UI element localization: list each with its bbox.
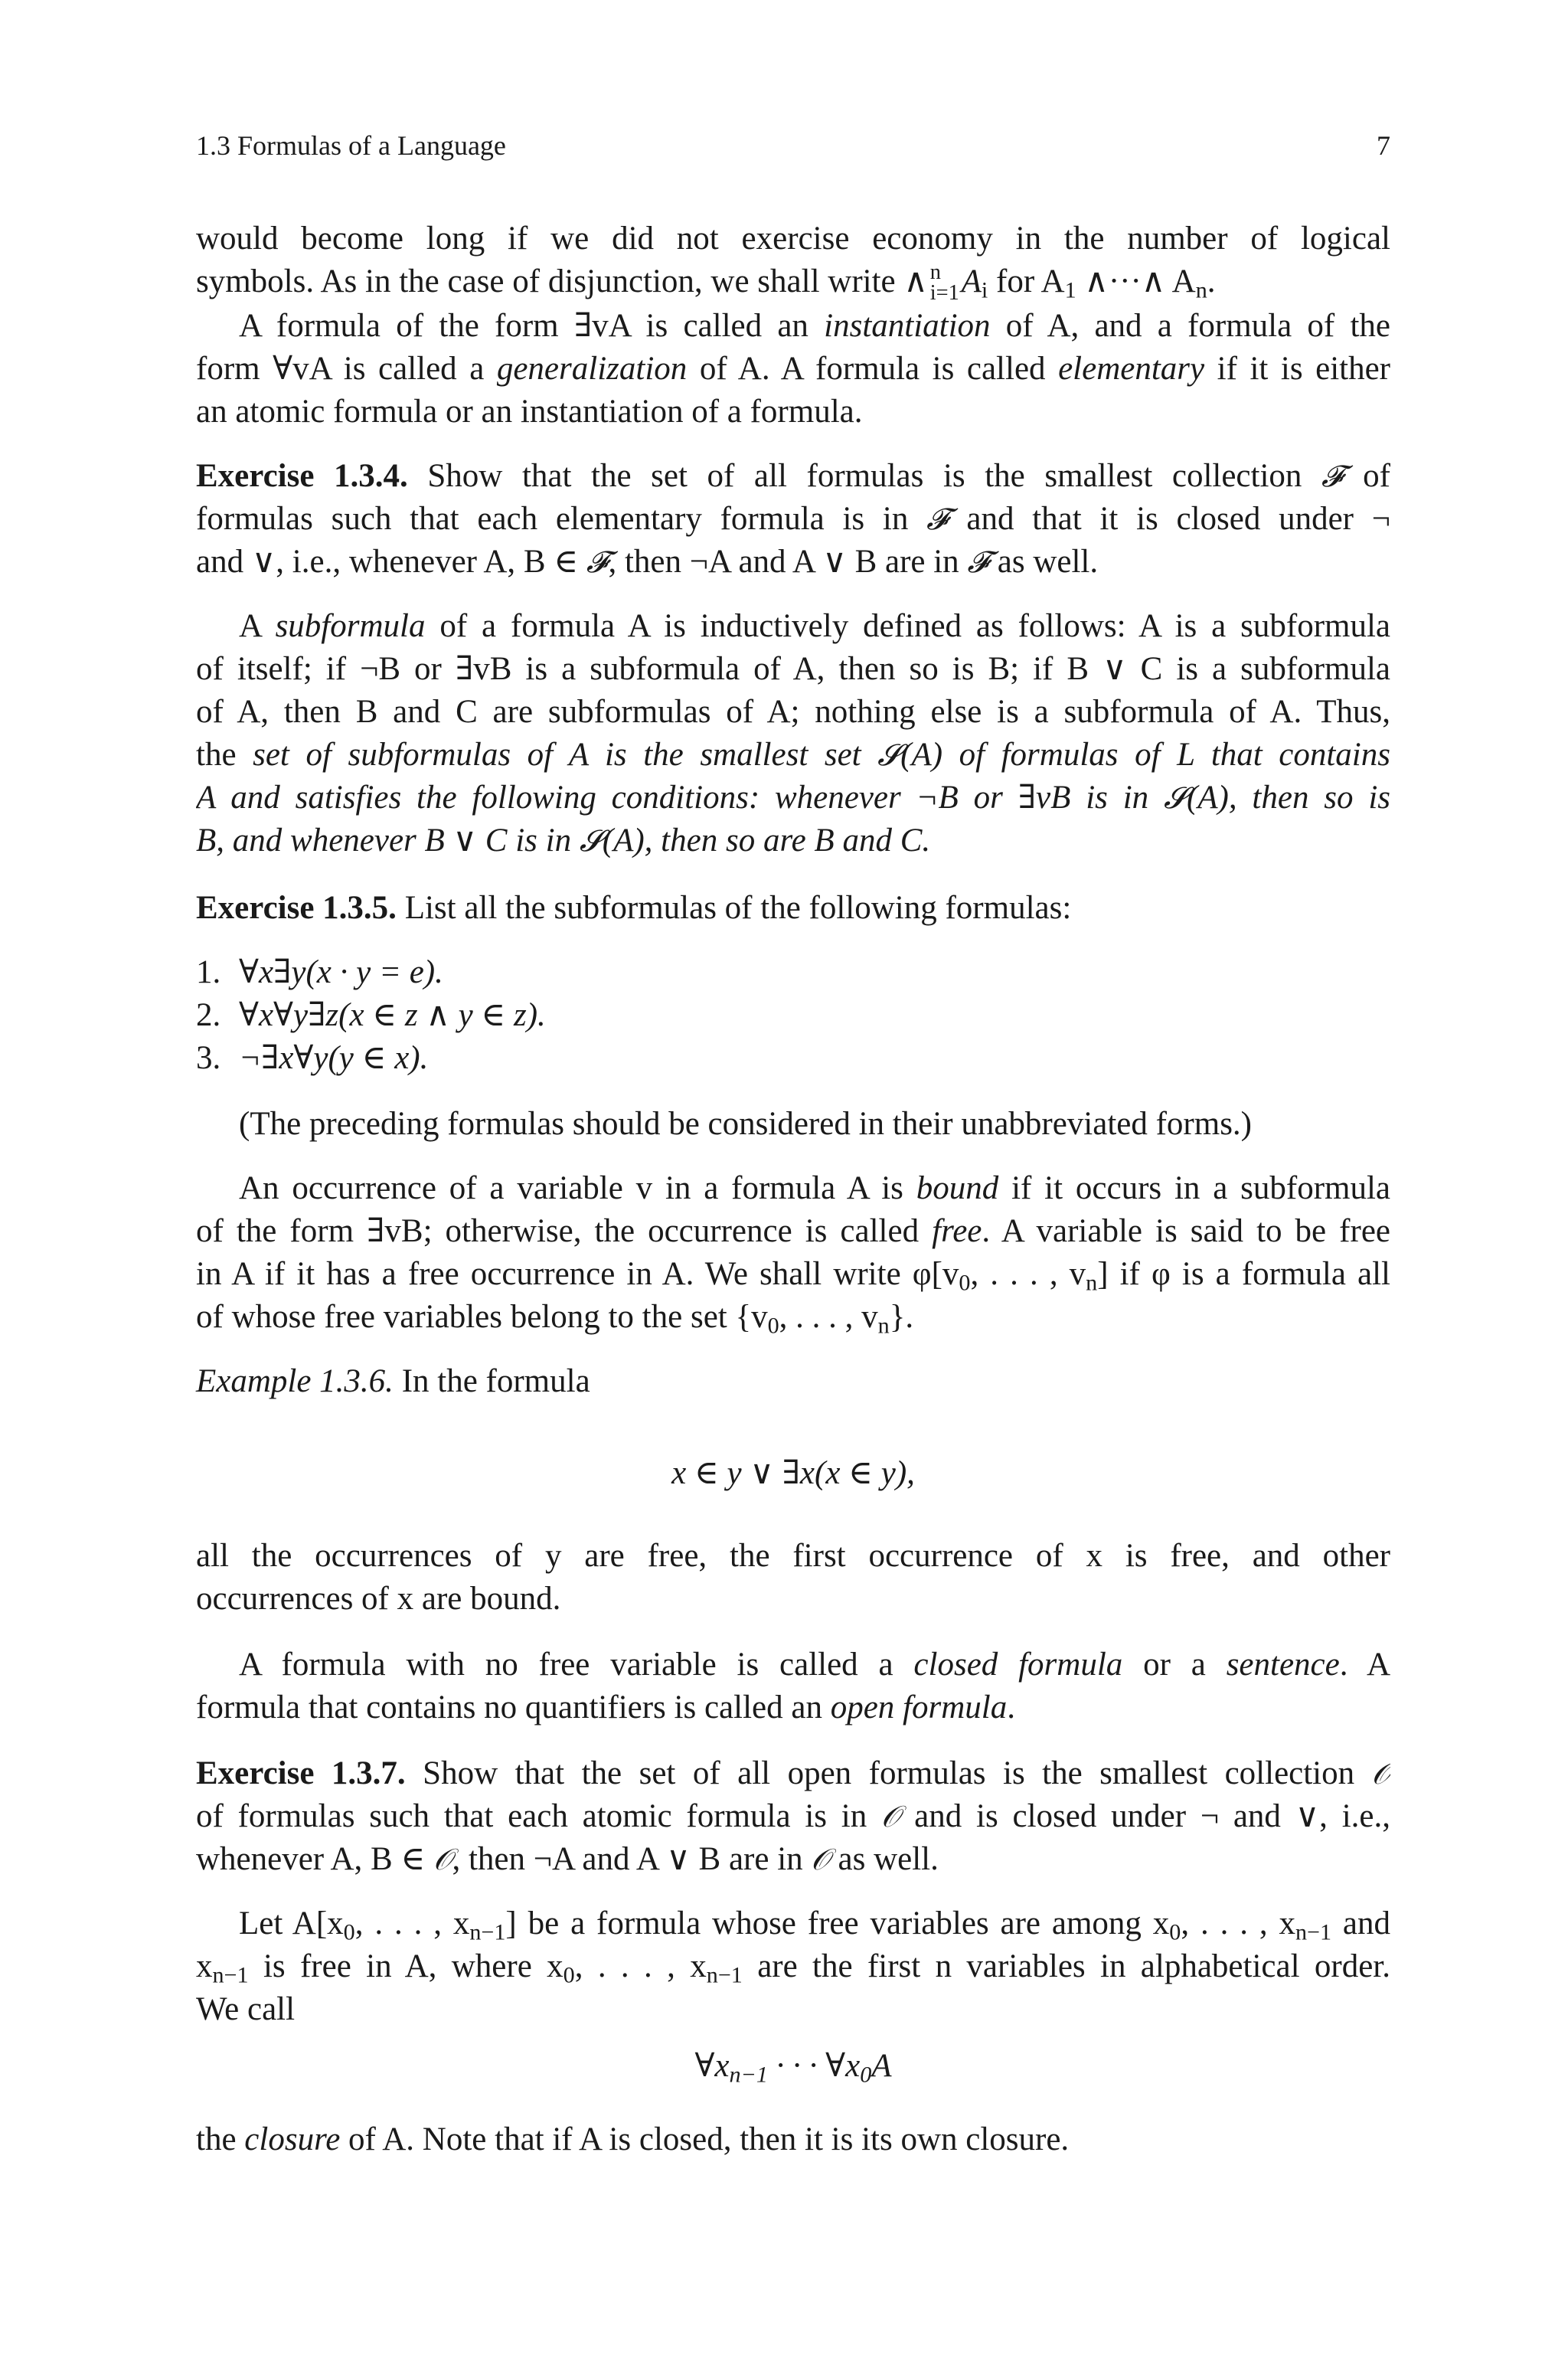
text-line: Exercise 1.3.4. Show that the set of all formulas is the smallest collection 𝓕 of (196, 458, 1390, 494)
text-line: Exercise 1.3.5. List all the subformulas of the following formulas: (196, 890, 1072, 926)
display-formula-closure (196, 2045, 1390, 2088)
closure-sentence (196, 2118, 1390, 2161)
exercise-1-3-7 (196, 1752, 1390, 1881)
text-line: an atomic formula or an instantiation of a formula. (196, 394, 863, 430)
text-line: occurrences of x are bound. (196, 1581, 561, 1617)
list-item: 2. ∀x∀y∃z(x ∈ z ∧ y ∈ z). (196, 997, 546, 1033)
paragraph-closure (196, 1902, 1390, 2031)
exercise-label: Exercise 1.3.7. (196, 1755, 406, 1791)
text-line: Example 1.3.6. In the formula (196, 1363, 590, 1399)
text-line: We call (196, 1991, 296, 2027)
text-line: formulas such that each elementary formula is in 𝓕 and that it is closed under ¬ (196, 501, 1390, 537)
text-line: all the occurrences of y are free, the first occurrence of x is free, and other (196, 1538, 1390, 1574)
exercise-1-3-4 (196, 455, 1390, 584)
formula: $\forall x_{n-1}$ · · · $\forall x_0A$ (694, 2048, 892, 2088)
text-line: A and satisfies the following conditions: whenever ¬B or ∃vB is in 𝓢(A), then so is (196, 780, 1390, 816)
text-line: the set of subformulas of A is the smallest set 𝓢(A) of formulas of L that contains (196, 737, 1390, 773)
list-item: 3. ¬∃x∀y(y ∈ x). (196, 1040, 429, 1076)
text-line: in A if it has a free occurrence in A. We shall write $\varphi[v_0$, . . . , $v_n$] if φ is a formula all (196, 1256, 1390, 1296)
exercise-label: Exercise 1.3.5. (196, 890, 397, 926)
formula: x ∈ y ∨ ∃x(x ∈ y), (671, 1455, 915, 1491)
text-line: would become long if we did not exercise economy in the number of logical (196, 221, 1390, 257)
text-line: B, and whenever B ∨ C is in 𝓢(A), then so are B and C. (196, 823, 931, 859)
paragraph-closed-open (196, 1644, 1390, 1729)
text-line: An occurrence of a variable v in a formula A is bound if it occurs in a subformula (239, 1170, 1390, 1206)
text-line: form ∀vA is called a generalization of A. A formula is called elementary if it is either (196, 351, 1390, 387)
example-explanation (196, 1535, 1390, 1621)
text-line: formula that contains no quantifiers is called an open formula. (196, 1689, 1015, 1725)
text-line: symbols. As in the case of disjunction, we shall write ∧ n i=1 $A_i$ for $A_1$ ∧···∧ $A_n$. (196, 260, 1216, 305)
text-line: A formula with no free variable is called a closed formula or a sentence. A (239, 1647, 1390, 1683)
list-item: 1. ∀x∃y(x · y = e). (196, 954, 443, 990)
example-label: Example 1.3.6. (196, 1363, 394, 1399)
text-line: $x_{n-1}$ is free in A, where $x_0$, . . . , $x_{n-1}$ are the first n variables in alphabetical order. (196, 1948, 1390, 1988)
text-line: of formulas such that each atomic formula is in 𝒪 and is closed under ¬ and ∨, i.e., (196, 1798, 1390, 1834)
paragraph-bound-free (196, 1167, 1390, 1339)
text-line: (The preceding formulas should be considered in their unabbreviated forms.) (239, 1106, 1253, 1142)
formula-list (196, 951, 1390, 1080)
text-line: Let $A[x_0$, . . . , $x_{n-1}$] be a formula whose free variables are among $x_0$, . . . , $x_{n-1}$ and (239, 1905, 1390, 1945)
exercise-label: Exercise 1.3.4. (196, 458, 408, 494)
exercise-1-3-5 (196, 887, 1390, 930)
text-line: of itself; if ¬B or ∃vB is a subformula of A, then so is B; if B ∨ C is a subformula (196, 651, 1390, 687)
text-line: and ∨, i.e., whenever A, B ∈ 𝓕, then ¬A and A ∨ B are in 𝓕 as well. (196, 544, 1099, 580)
display-formula (196, 1452, 1390, 1495)
text-line: Exercise 1.3.7. Show that the set of all open formulas is the smallest collection 𝒪 (196, 1755, 1390, 1791)
paragraph-continuation (196, 218, 1390, 303)
text-line: of whose free variables belong to the set {$v_0$, . . . , $v_n$}. (196, 1299, 914, 1339)
example-1-3-6 (196, 1360, 1390, 1403)
exercise-note (196, 1103, 1390, 1146)
paragraph-instantiation (196, 305, 1390, 433)
paragraph-subformula (196, 605, 1390, 862)
section-title: 1.3 Formulas of a Language (196, 130, 506, 161)
text-line: the closure of A. Note that if A is closed, then it is its own closure. (196, 2121, 1070, 2157)
text-line: A subformula of a formula A is inductively defined as follows: A is a subformula (239, 608, 1390, 644)
page-number: 7 (1377, 130, 1390, 161)
text-line: of A, then B and C are subformulas of A; nothing else is a subformula of A. Thus, (196, 694, 1390, 730)
text-line: whenever A, B ∈ 𝒪, then ¬A and A ∨ B are in 𝒪 as well. (196, 1841, 939, 1877)
text-line: of the form ∃vB; otherwise, the occurrence is called free. A variable is said to be free (196, 1213, 1390, 1249)
text-line: A formula of the form ∃vA is called an instantiation of A, and a formula of the (239, 308, 1390, 344)
